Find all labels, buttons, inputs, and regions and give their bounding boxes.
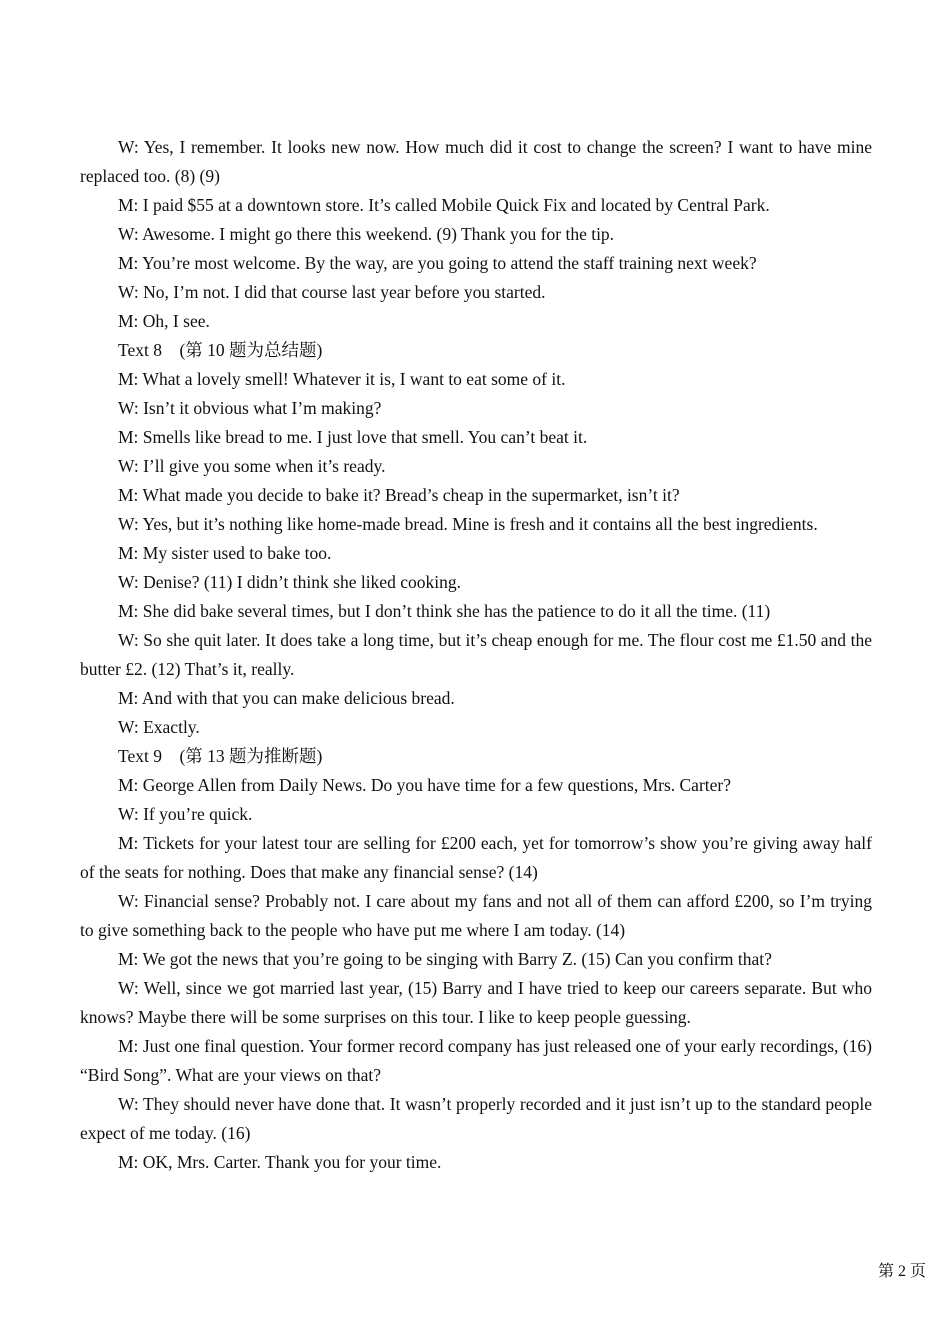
- section-heading-text-9: Text 9 (第 13 题为推断题): [118, 746, 323, 766]
- dialogue-line: W: They should never have done that. It wasn’t properly recorded and it just isn’t up to the standard people expect of me today. (16): [80, 1094, 872, 1143]
- dialogue-line: W: If you’re quick.: [118, 804, 253, 824]
- dialogue-line: M: What made you decide to bake it? Bread’s cheap in the supermarket, isn’t it?: [118, 485, 680, 505]
- dialogue-line: M: I paid $55 at a downtown store. It’s called Mobile Quick Fix and located by Central Park.: [118, 195, 770, 215]
- dialogue-line: W: Exactly.: [118, 717, 200, 737]
- dialogue-line: M: Oh, I see.: [118, 311, 210, 331]
- dialogue-line: W: Yes, I remember. It looks new now. How much did it cost to change the screen? I want to have mine replaced too. (8) (9): [80, 137, 872, 186]
- dialogue-line: W: No, I’m not. I did that course last year before you started.: [118, 282, 546, 302]
- dialogue-line: M: And with that you can make delicious bread.: [118, 688, 455, 708]
- dialogue-line: W: So she quit later. It does take a long time, but it’s cheap enough for me. The flour cost me £1.50 and the butter £2. (12) That’s it, really.: [80, 630, 872, 679]
- dialogue-line: W: Yes, but it’s nothing like home-made bread. Mine is fresh and it contains all the best ingredients.: [118, 514, 818, 534]
- dialogue-line: M: Just one final question. Your former record company has just released one of your early recordings, (16) “Bird Song”. What are your views on that?: [80, 1036, 872, 1085]
- dialogue-line: M: OK, Mrs. Carter. Thank you for your time.: [118, 1152, 442, 1172]
- dialogue-line: M: We got the news that you’re going to be singing with Barry Z. (15) Can you confirm that?: [118, 949, 772, 969]
- dialogue-line: M: Smells like bread to me. I just love that smell. You can’t beat it.: [118, 427, 588, 447]
- dialogue-line: M: George Allen from Daily News. Do you have time for a few questions, Mrs. Carter?: [118, 775, 732, 795]
- dialogue-line: W: Isn’t it obvious what I’m making?: [118, 398, 382, 418]
- section-heading-text-8: Text 8 (第 10 题为总结题): [118, 340, 323, 360]
- dialogue-line: W: Well, since we got married last year, (15) Barry and I have tried to keep our careers separate. But who knows? Maybe there will be some surprises on this tour. I like to keep people guessing.: [80, 978, 872, 1027]
- dialogue-line: M: She did bake several times, but I don’t think she has the patience to do it all the time. (11): [118, 601, 771, 621]
- dialogue-line: M: My sister used to bake too.: [118, 543, 332, 563]
- dialogue-line: W: Awesome. I might go there this weekend. (9) Thank you for the tip.: [118, 224, 615, 244]
- dialogue-line: M: What a lovely smell! Whatever it is, I want to eat some of it.: [118, 369, 566, 389]
- dialogue-line: W: Denise? (11) I didn’t think she liked cooking.: [118, 572, 461, 592]
- document-body: [80, 133, 872, 1177]
- dialogue-line: M: Tickets for your latest tour are selling for £200 each, yet for tomorrow’s show you’re giving away half of the seats for nothing. Does that make any financial sense? (14): [80, 833, 872, 882]
- page-number: 第 2 页: [877, 1263, 926, 1280]
- dialogue-line: W: I’ll give you some when it’s ready.: [118, 456, 386, 476]
- dialogue-line: M: You’re most welcome. By the way, are you going to attend the staff training next week?: [118, 253, 757, 273]
- dialogue-line: W: Financial sense? Probably not. I care about my fans and not all of them can afford £200, so I’m trying to give something back to the people who have put me where I am today. (14): [80, 891, 872, 940]
